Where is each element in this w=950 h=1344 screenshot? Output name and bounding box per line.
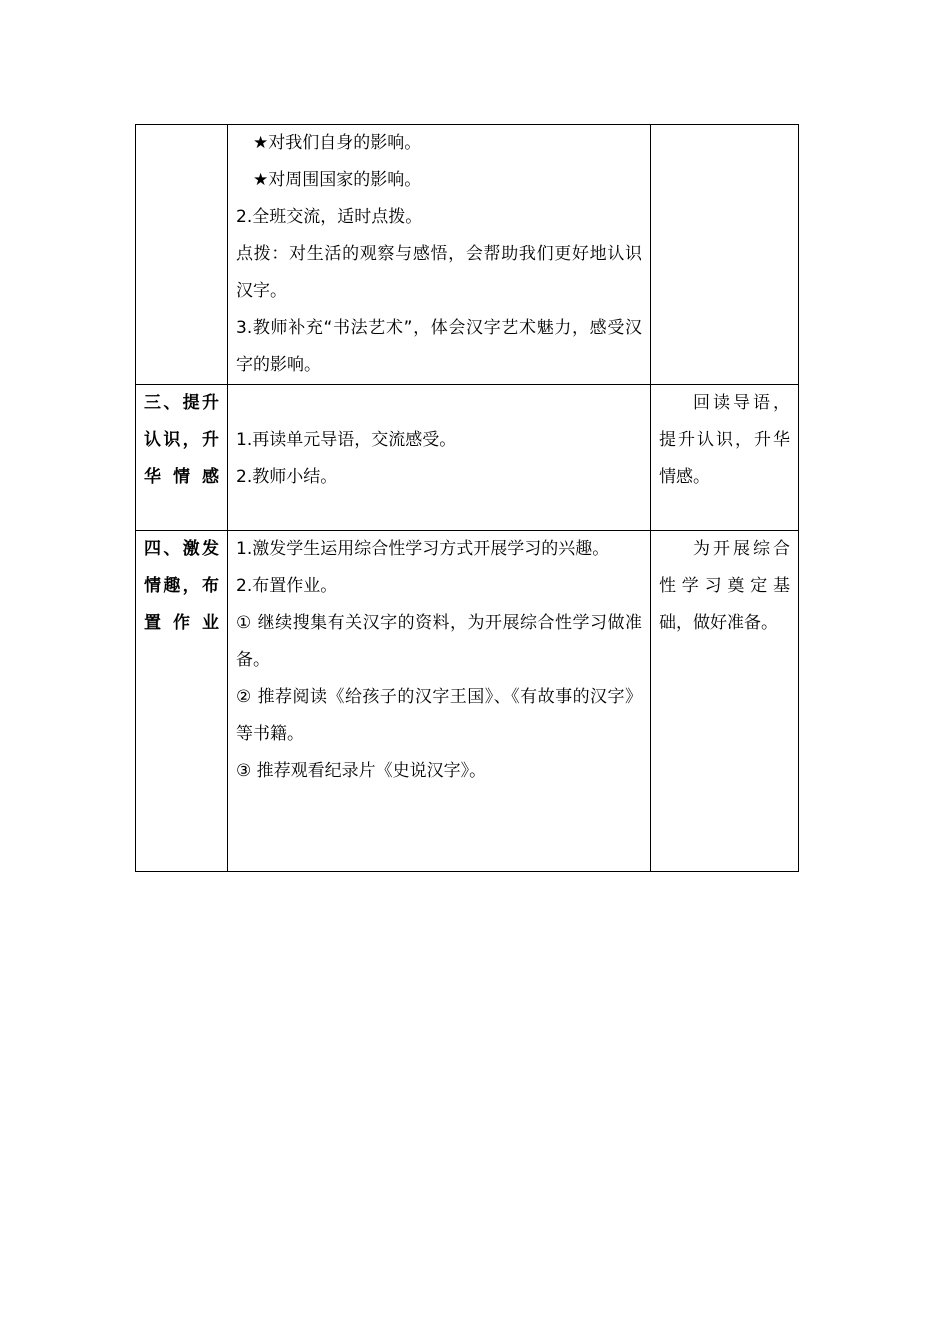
note-cell: 回读导语，提升认识，升华情感。	[651, 385, 799, 531]
content-line: ① 继续搜集有关汉字的资料，为开展综合性学习做准备。	[236, 613, 642, 670]
content-line: 2.布置作业。	[236, 576, 338, 596]
content-cell	[228, 531, 651, 872]
lesson-plan-table	[135, 124, 799, 872]
stage-cell: 四、激发情趣，布置作业	[136, 531, 228, 872]
blank-line	[236, 385, 642, 422]
content-line: 2.教师小结。	[236, 467, 338, 487]
table-row	[136, 531, 799, 872]
stage-cell	[136, 125, 228, 385]
content-line: 1.再读单元导语，交流感受。	[236, 430, 457, 450]
content-line: 点拨：对生活的观察与感悟，会帮助我们更好地认识汉字。	[236, 244, 642, 301]
content-line: ③ 推荐观看纪录片《史说汉字》。	[236, 761, 487, 781]
content-line: ② 推荐阅读《给孩子的汉字王国》、《有故事的汉字》等书籍。	[236, 687, 642, 744]
content-cell	[228, 125, 651, 385]
content-line: 3.教师补充“书法艺术”，体会汉字艺术魅力，感受汉字的影响。	[236, 318, 642, 375]
stage-cell: 三、提升认识，升华情感	[136, 385, 228, 531]
content-line: ★对我们自身的影响。	[253, 133, 422, 153]
content-cell	[228, 385, 651, 531]
table-row	[136, 125, 799, 385]
content-line: 2.全班交流，适时点拨。	[236, 207, 423, 227]
note-cell	[651, 125, 799, 385]
note-cell: 为开展综合性学习奠定基础，做好准备。	[651, 531, 799, 872]
table-row	[136, 385, 799, 531]
content-line: ★对周围国家的影响。	[253, 170, 422, 190]
content-line: 1.激发学生运用综合性学习方式开展学习的兴趣。	[236, 539, 610, 559]
